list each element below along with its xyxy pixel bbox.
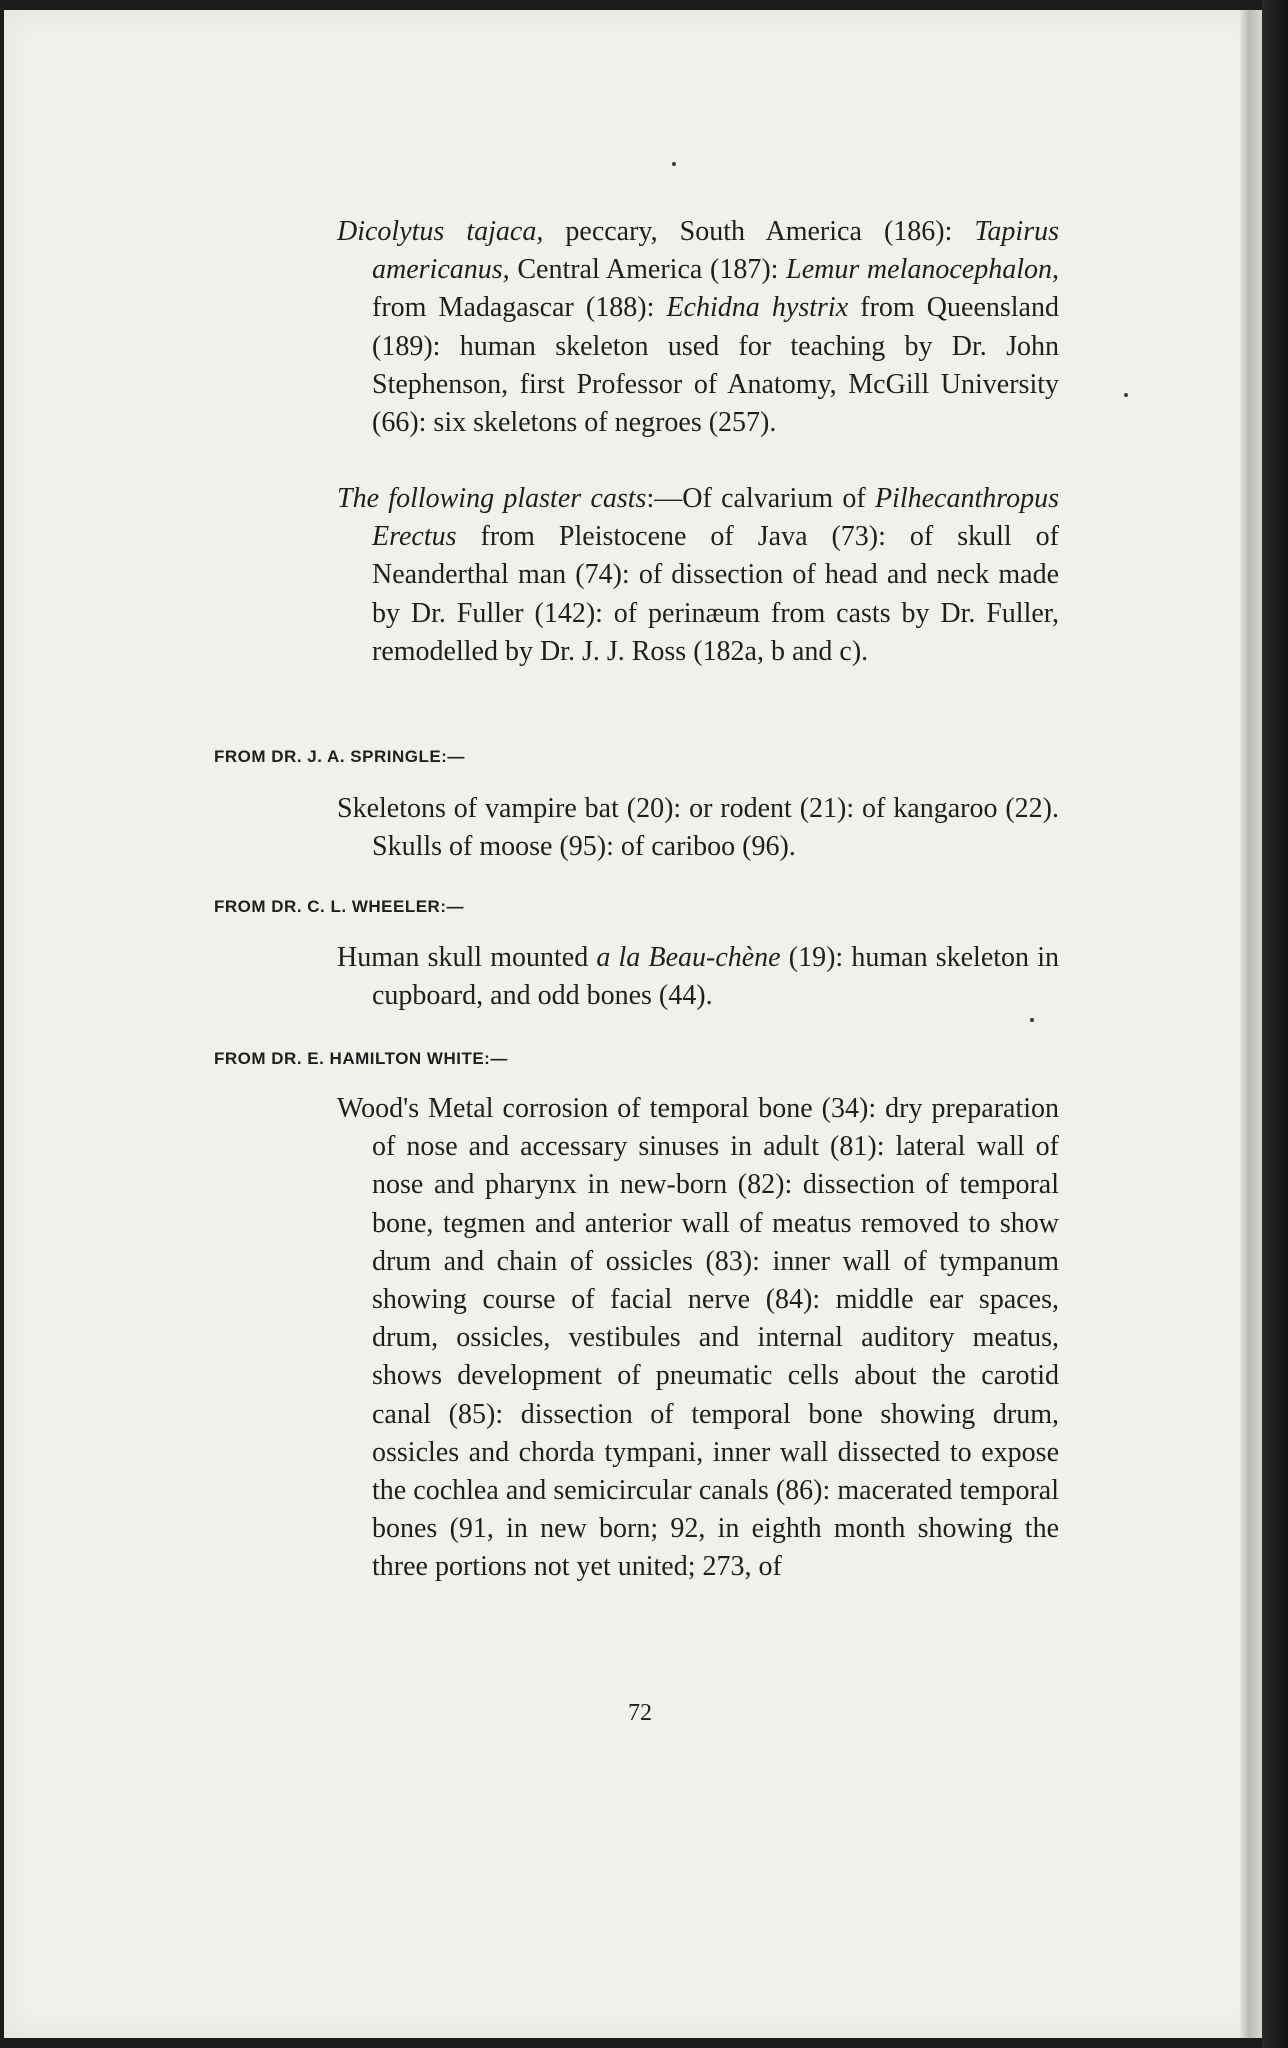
italic-text-segment: a la Beau-chène — [596, 942, 781, 973]
text-segment: (19): human skeleton in cupboard, and odd bones (44). — [372, 942, 1059, 1012]
paper-speck — [1030, 1018, 1034, 1022]
binding-shadow — [1262, 0, 1288, 2048]
text-segment: Central America (187): — [509, 254, 787, 286]
donation-entry — [337, 939, 1059, 1015]
text-segment: :—Of calvarium of — [646, 483, 875, 514]
text-segment: Human skull mounted — [337, 942, 597, 973]
text-segment: Wood's Metal corrosion of temporal bone (34): dry preparation of nose and accessary sinuses in adult (81): lateral wall of nose and pharynx in new-born (82): dissection of temporal bone, tegmen and anterior wall of meatus removed to show drum and chain of ossicles (83): inner wall of tympanum showing course of facial nerve (84): middle ear spaces, drum, ossicles, vestibules and internal auditory meatus, shows development of pneumatic cells about the carotid canal (85): dissection of temporal bone showing drum, ossicles and chorda tympani, inner wall dissected to expose the cochlea and semicircular canals (86): macerated temporal bones (91, in new born; 92, in eighth month showing the three portions not yet united; 273, of — [337, 1093, 1059, 1583]
page-number: 72 — [628, 1700, 652, 1726]
text-segment: from Pleistocene of Java (73): of skull of Neanderthal man (74): of dissection of head and neck made by Dr. Fuller (142): of perinæum from casts by Dr. Fuller, remodelled by Dr. J. J. Ross (182a, b and c). — [372, 521, 1059, 667]
text-segment: Skeletons of vampire bat (20): or rodent (21): of kangaroo (22). Skulls of moose (95): of cariboo (96). — [337, 793, 1059, 863]
donation-entry — [337, 790, 1059, 866]
text-segment: from Queensland (189): human skeleton used for teaching by Dr. John Stephenson, first Professor of Anatomy, McGill University (66): six skeletons of negroes (257). — [372, 292, 1059, 439]
donation-entry — [337, 480, 1059, 671]
donor-heading: FROM DR. E. HAMILTON WHITE:— — [214, 1049, 508, 1068]
donor-heading: FROM DR. C. L. WHEELER:— — [214, 897, 464, 916]
text-segment: from Madagascar (188): — [372, 292, 667, 324]
italic-text-segment: The following plaster casts — [337, 483, 647, 514]
italic-text-segment: Dicolytus tajaca, — [337, 216, 544, 247]
paper-speck — [672, 162, 676, 166]
italic-text-segment: Echidna hystrix — [666, 292, 849, 324]
italic-text-segment: Tapirus americanus, — [372, 216, 1059, 286]
donor-heading: FROM DR. J. A. SPRINGLE:— — [214, 747, 465, 766]
italic-text-segment: Lemur melanocephalon, — [786, 254, 1059, 286]
donation-entry — [337, 1090, 1059, 1587]
italic-text-segment: Pilhecanthropus Erectus — [372, 483, 1060, 553]
page-binding-edge — [1240, 10, 1262, 2038]
paper-speck — [1124, 393, 1128, 397]
text-segment: peccary, South America (186): — [543, 216, 975, 247]
donation-entry — [337, 213, 1059, 442]
